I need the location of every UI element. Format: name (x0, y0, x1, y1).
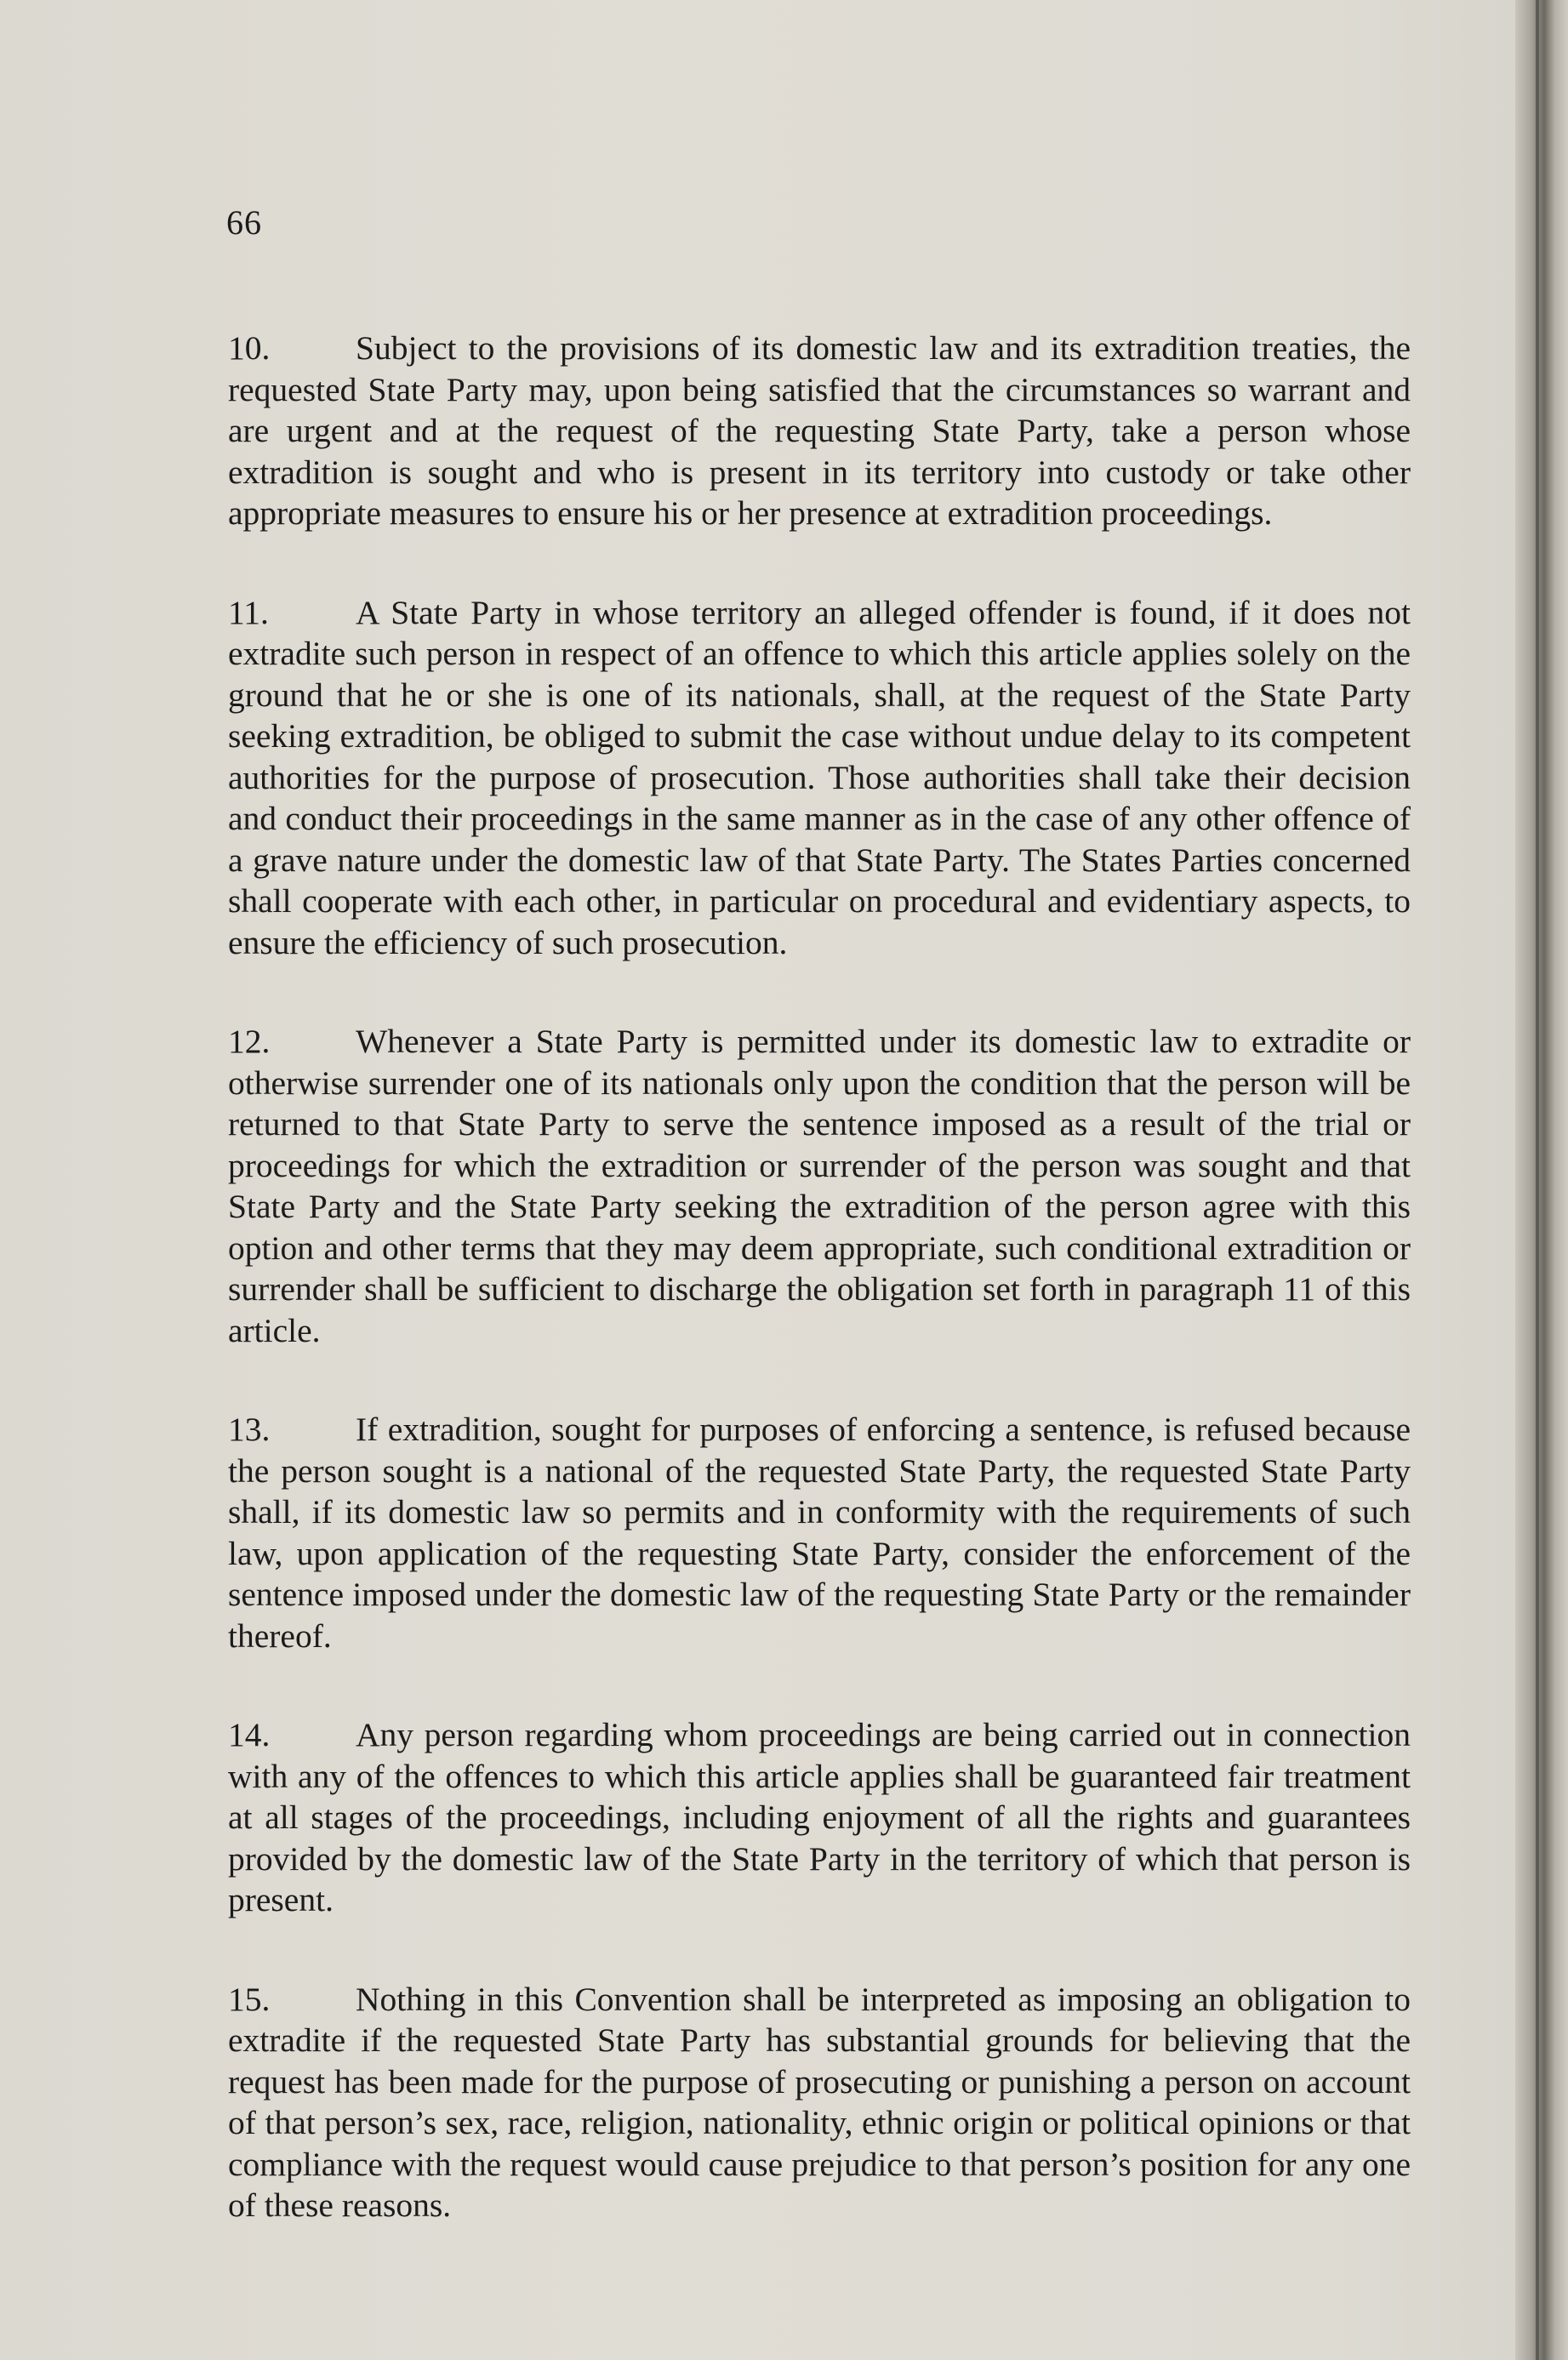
gutter-shadow (1536, 0, 1539, 2360)
paragraph-text: If extradition, sought for purposes of enforcing a sentence, is refused because the person sought is a national of the requested State Party, the requested State Party shall, if its domestic law so permits and in conformity with the requirements of such law, upon application of the requesting State Party, consider the enforcement of the sentence imposed under the domestic law of the requesting State Party or the remainder thereof. (228, 1411, 1411, 1655)
paragraph-12 (228, 1021, 1411, 1351)
page-number: 66 (226, 203, 262, 242)
paragraph-10 (228, 328, 1411, 534)
paragraph-text: Subject to the provisions of its domestic law and its extradition treaties, the requested State Party may, upon being satisfied that the circumstances so warrant and are urgent and at the request of the requesting State Party, take a person whose extradition is sought and who is present in its territory into custody or take other appropriate measures to ensure his or her presence at extradition proceedings. (228, 329, 1411, 532)
paragraph-13 (228, 1409, 1411, 1656)
paragraph-text: Nothing in this Convention shall be interpreted as imposing an obligation to extradite if the requested State Party has substantial grounds for believing that the request has been made for the purpose of prosecuting or punishing a person on account of that person’s sex, race, religion, nationality, ethnic origin or political opinions or that compliance with the request would cause prejudice to that person’s position for any one of these reasons. (228, 1980, 1411, 2224)
paragraph-number: 13. (228, 1411, 271, 1448)
paragraph-number: 15. (228, 1980, 271, 2018)
page-gutter (1515, 0, 1568, 2360)
paragraph-number: 10. (228, 329, 271, 367)
article-body (228, 328, 1411, 2284)
paragraph-number: 11. (228, 593, 269, 631)
paragraph-number: 12. (228, 1023, 271, 1060)
paragraph-text: Whenever a State Party is permitted under its domestic law to extradite or otherwise surrender one of its nationals only upon the condition that the person will be returned to that State Party to serve the sentence imposed as a result of the trial or proceedings for which the extradition or surrender of the person was sought and that State Party and the State Party seeking the extradition of the person agree with this option and other terms that they may deem appropriate, such conditional extradition or surrender shall be sufficient to discharge the obligation set forth in paragraph 11 of this article. (228, 1023, 1411, 1349)
paragraph-11 (228, 592, 1411, 964)
paragraph-14 (228, 1714, 1411, 1921)
paragraph-text: A State Party in whose territory an alleged offender is found, if it does not extradite such person in respect of an offence to which this article applies solely on the ground that he or she is one of its nationals, shall, at the request of the State Party seeking extradition, be obliged to submit the case without undue delay to its competent authorities for the purpose of prosecution. Those authorities shall take their decision and conduct their proceedings in the same manner as in the case of any other offence of a grave nature under the domestic law of that State Party. The States Parties concerned shall cooperate with each other, in particular on procedural and evidentiary aspects, to ensure the efficiency of such prosecution. (228, 593, 1411, 961)
paragraph-text: Any person regarding whom proceedings are being carried out in connection with any of the offences to which this article applies shall be guaranteed fair treatment at all stages of the proceedings, including enjoyment of all the rights and guarantees provided by the domestic law of the State Party in the territory of which that person is present. (228, 1716, 1411, 1918)
paragraph-15 (228, 1979, 1411, 2226)
paragraph-number: 14. (228, 1716, 271, 1753)
